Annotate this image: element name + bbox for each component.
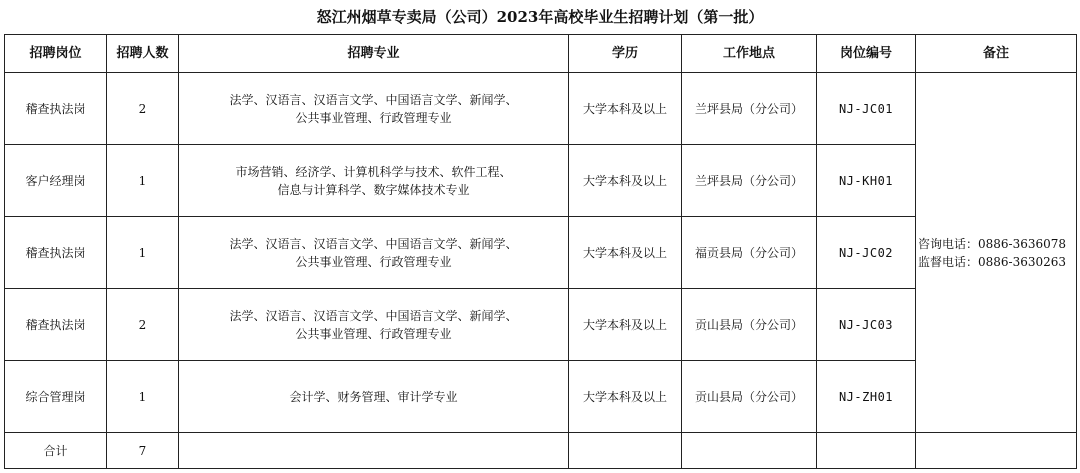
- major-line: 法学、汉语言、汉语言文学、中国语言文学、新闻学、: [229, 308, 518, 323]
- cell-position: 客户经理岗: [5, 145, 107, 217]
- cell-position: 稽查执法岗: [5, 289, 107, 361]
- table-header-row: [5, 35, 1077, 73]
- cell-position: 综合管理岗: [5, 361, 107, 433]
- cell-code: NJ-JC01: [817, 73, 916, 145]
- major-line: 会计学、财务管理、审计学专业: [289, 389, 458, 404]
- cell-code: NJ-JC03: [817, 289, 916, 361]
- total-count: 7: [107, 433, 179, 469]
- cell-code: NJ-KH01: [817, 145, 916, 217]
- cell-education: 大学本科及以上: [569, 145, 682, 217]
- major-line: 市场营销、经济学、计算机科学与技术、软件工程、: [235, 164, 512, 179]
- header-location: 工作地点: [682, 35, 817, 73]
- cell-education: 大学本科及以上: [569, 289, 682, 361]
- major-line: 法学、汉语言、汉语言文学、中国语言文学、新闻学、: [229, 92, 518, 107]
- empty-cell: [682, 433, 817, 469]
- header-position: 招聘岗位: [5, 35, 107, 73]
- supervise-phone: 监督电话：0886-3630263: [918, 254, 1067, 269]
- cell-major: [179, 145, 569, 217]
- document-title: 怒江州烟草专卖局（公司）2023年高校毕业生招聘计划（第一批）: [316, 8, 764, 26]
- cell-location: 兰坪县局（分公司）: [682, 73, 817, 145]
- cell-major: [179, 217, 569, 289]
- empty-cell: [569, 433, 682, 469]
- cell-count: 1: [107, 145, 179, 217]
- header-count: 招聘人数: [107, 35, 179, 73]
- cell-location: 兰坪县局（分公司）: [682, 145, 817, 217]
- major-line: 公共事业管理、行政管理专业: [295, 110, 452, 125]
- cell-position: 稽查执法岗: [5, 73, 107, 145]
- cell-note: [916, 73, 1077, 433]
- major-line: 公共事业管理、行政管理专业: [295, 326, 452, 341]
- header-code: 岗位编号: [817, 35, 916, 73]
- table-row: [5, 73, 1077, 145]
- major-line: 公共事业管理、行政管理专业: [295, 254, 452, 269]
- cell-education: 大学本科及以上: [569, 217, 682, 289]
- cell-major: [179, 361, 569, 433]
- recruitment-table: [4, 34, 1077, 469]
- cell-location: 贡山县局（分公司）: [682, 361, 817, 433]
- header-note: 备注: [916, 35, 1077, 73]
- cell-education: 大学本科及以上: [569, 73, 682, 145]
- cell-count: 2: [107, 289, 179, 361]
- cell-code: NJ-JC02: [817, 217, 916, 289]
- empty-cell: [916, 433, 1077, 469]
- header-education: 学历: [569, 35, 682, 73]
- major-line: 法学、汉语言、汉语言文学、中国语言文学、新闻学、: [229, 236, 518, 251]
- table-total-row: [5, 433, 1077, 469]
- cell-location: 福贡县局（分公司）: [682, 217, 817, 289]
- cell-position: 稽查执法岗: [5, 217, 107, 289]
- empty-cell: [179, 433, 569, 469]
- cell-major: [179, 289, 569, 361]
- cell-count: 2: [107, 73, 179, 145]
- major-line: 信息与计算科学、数字媒体技术专业: [277, 182, 470, 197]
- cell-count: 1: [107, 361, 179, 433]
- consult-phone: 咨询电话：0886-3636078: [918, 236, 1067, 251]
- cell-education: 大学本科及以上: [569, 361, 682, 433]
- cell-location: 贡山县局（分公司）: [682, 289, 817, 361]
- cell-count: 1: [107, 217, 179, 289]
- empty-cell: [817, 433, 916, 469]
- header-major: 招聘专业: [179, 35, 569, 73]
- cell-major: [179, 73, 569, 145]
- total-label: 合计: [5, 433, 107, 469]
- cell-code: NJ-ZH01: [817, 361, 916, 433]
